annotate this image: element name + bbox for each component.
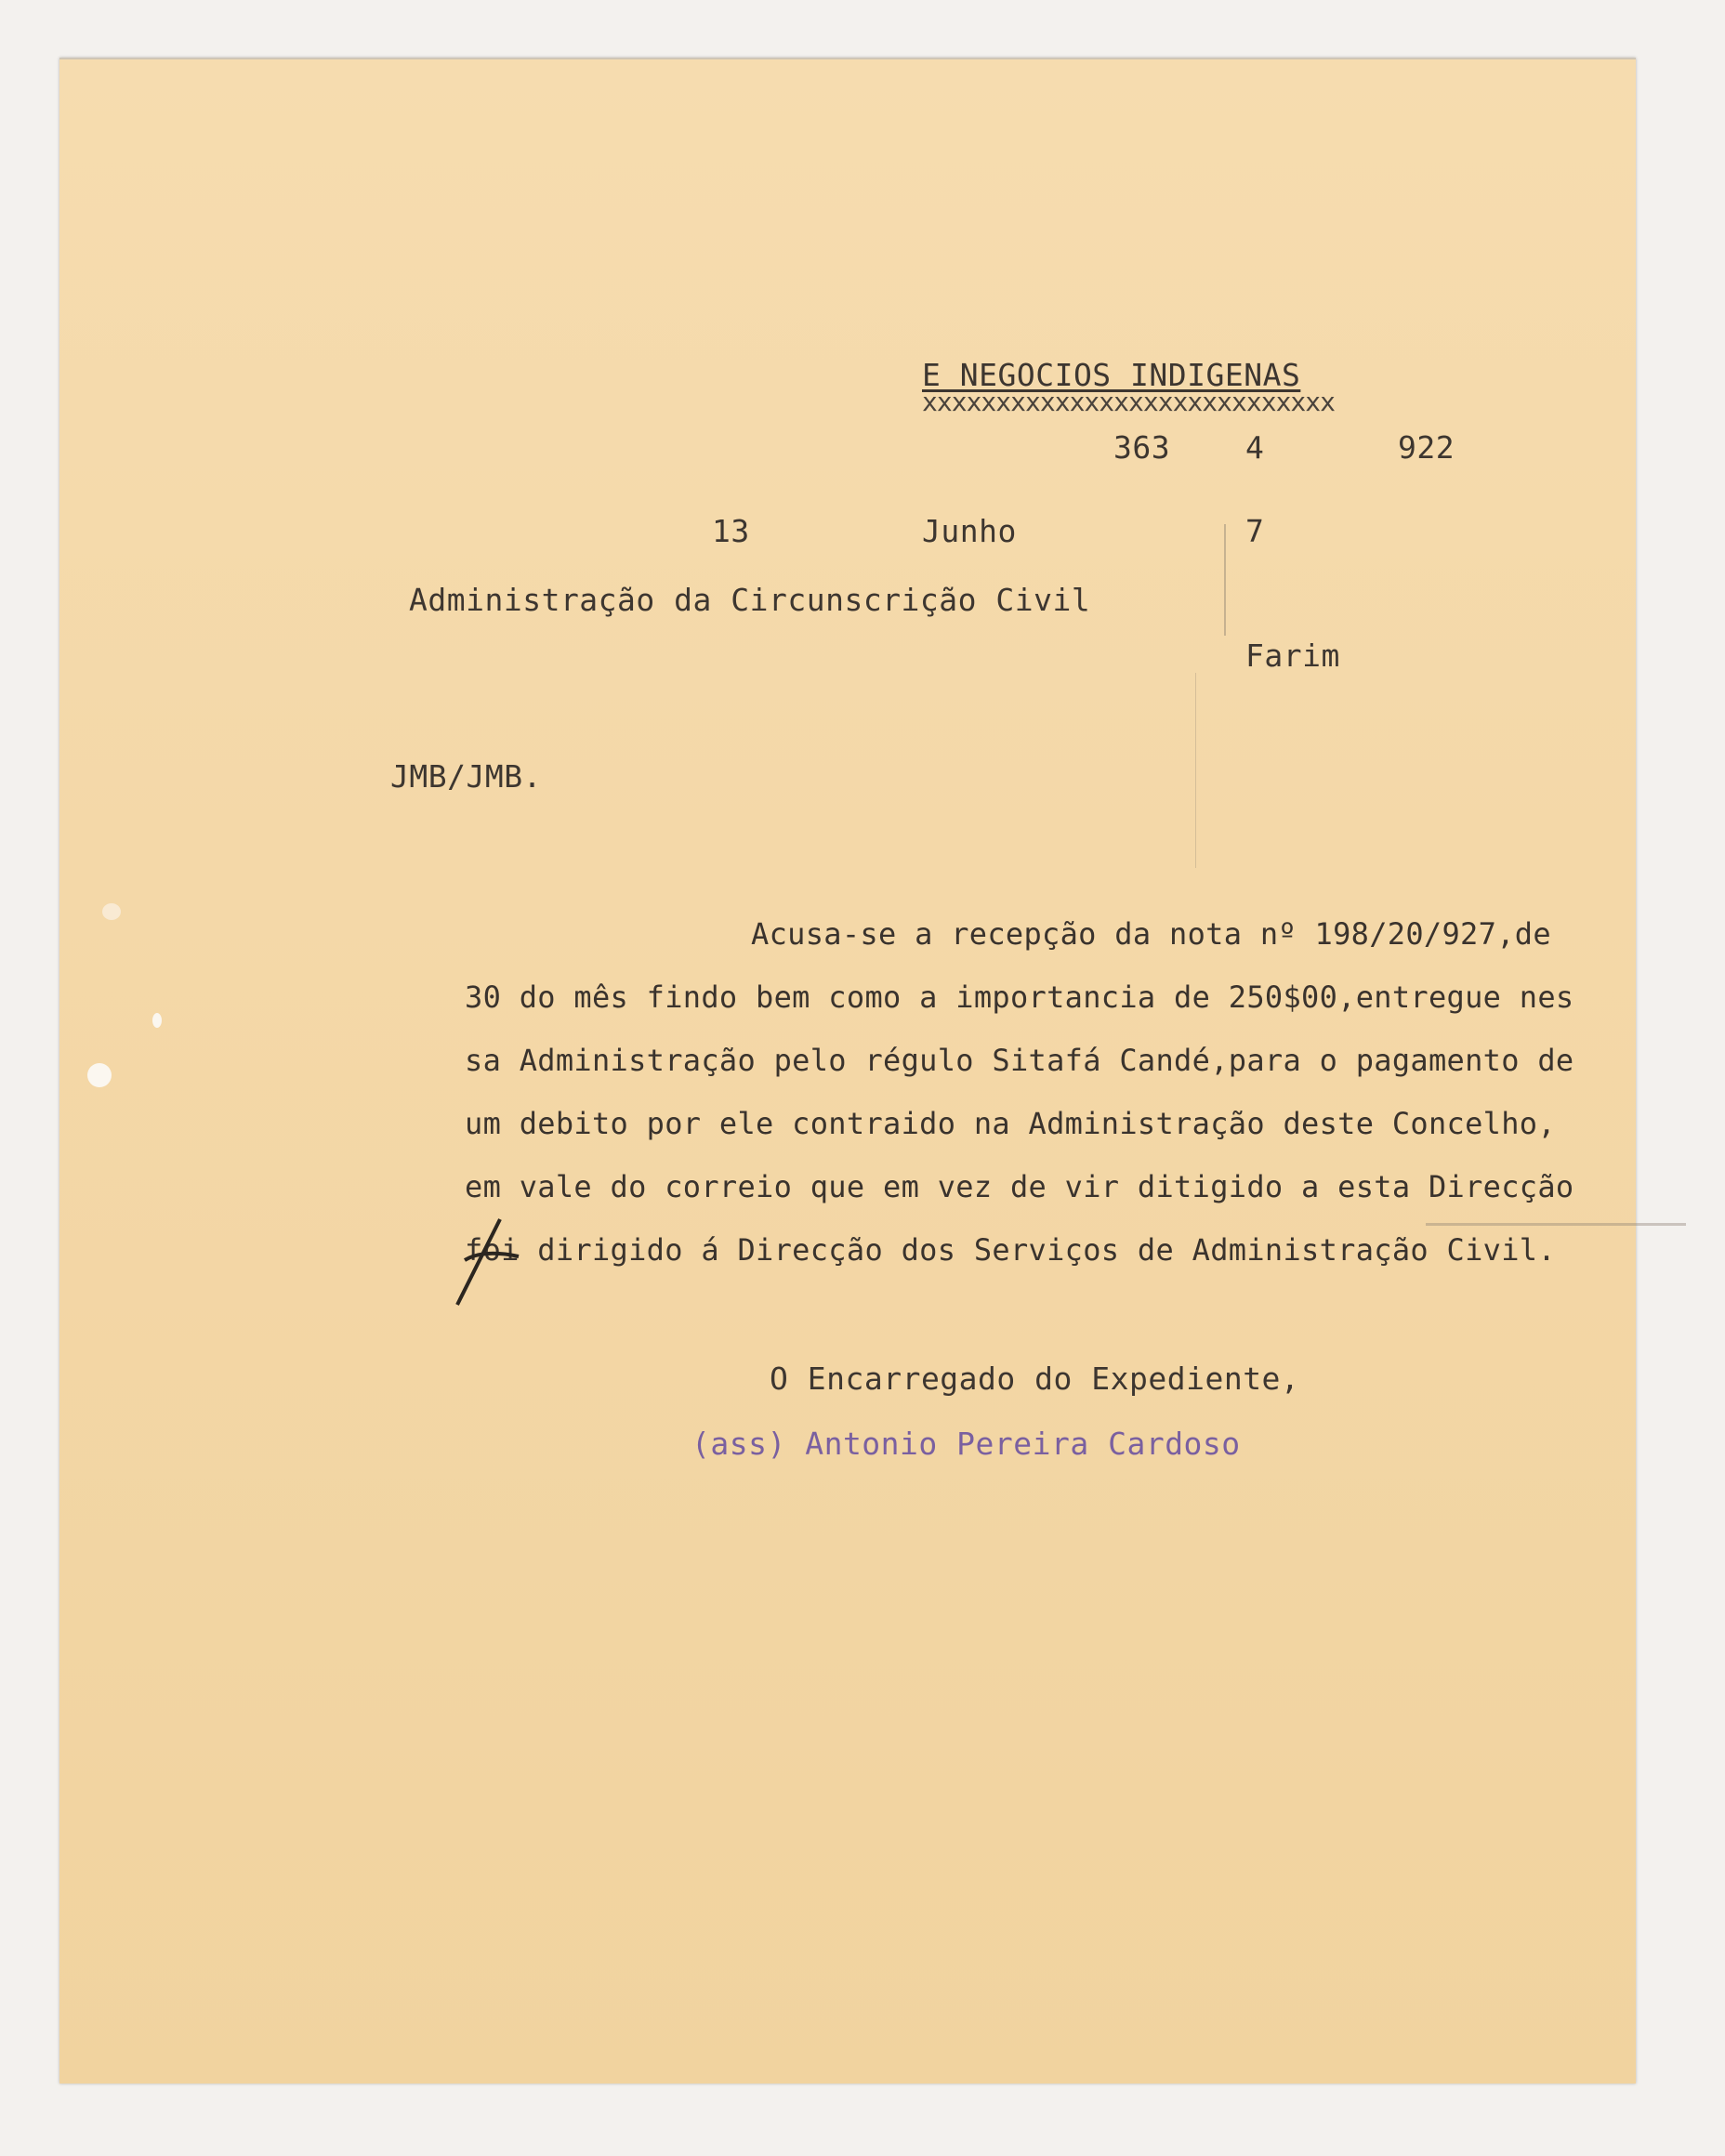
addressee-place: Farim — [1245, 638, 1340, 674]
closing-title: O Encarregado do Expediente, — [770, 1361, 1300, 1397]
document-page — [59, 58, 1636, 2084]
body-line: um debito por ele contraido na Administração deste Concelho, — [465, 1106, 1556, 1141]
body-line: foi dirigido á Direcção dos Serviços de Administração Civil. — [465, 1232, 1556, 1268]
strikethrough-row: xxxxxxxxxxxxxxxxxxxxxxxxxxxx — [922, 387, 1336, 417]
body-line: sa Administração pelo régulo Sitafá Candé,para o pagamento de — [465, 1043, 1574, 1078]
reference-number: 363 — [1113, 429, 1171, 466]
margin-rule — [1224, 524, 1226, 636]
paper-speck — [152, 1013, 162, 1028]
body-line: em vale do correio que em vez de vir ditigido a esta Direcção — [465, 1169, 1574, 1204]
body-line: 30 do mês findo bem como a importancia de 250$00,entregue nes — [465, 979, 1574, 1015]
date-day: 13 — [712, 513, 750, 549]
margin-rule — [1195, 673, 1196, 868]
signature-line: (ass) Antonio Pereira Cardoso — [691, 1426, 1241, 1462]
body-line: Acusa-se a recepção da nota nº 198/20/927,de — [751, 916, 1551, 952]
date-month: Junho — [922, 513, 1017, 549]
addressee-name: Administração da Circunscrição Civil — [409, 582, 1091, 618]
ink-stroke — [1426, 1223, 1686, 1226]
handwritten-correction-mark — [446, 1212, 530, 1314]
paper-speck — [102, 903, 121, 920]
paper-speck — [87, 1063, 112, 1087]
initials: JMB/JMB. — [390, 758, 542, 795]
department-header: E NEGOCIOS INDIGENAS — [922, 357, 1301, 393]
reference-year: 922 — [1398, 429, 1455, 466]
reference-serie: 4 — [1245, 429, 1265, 466]
date-ano: 7 — [1245, 513, 1265, 549]
